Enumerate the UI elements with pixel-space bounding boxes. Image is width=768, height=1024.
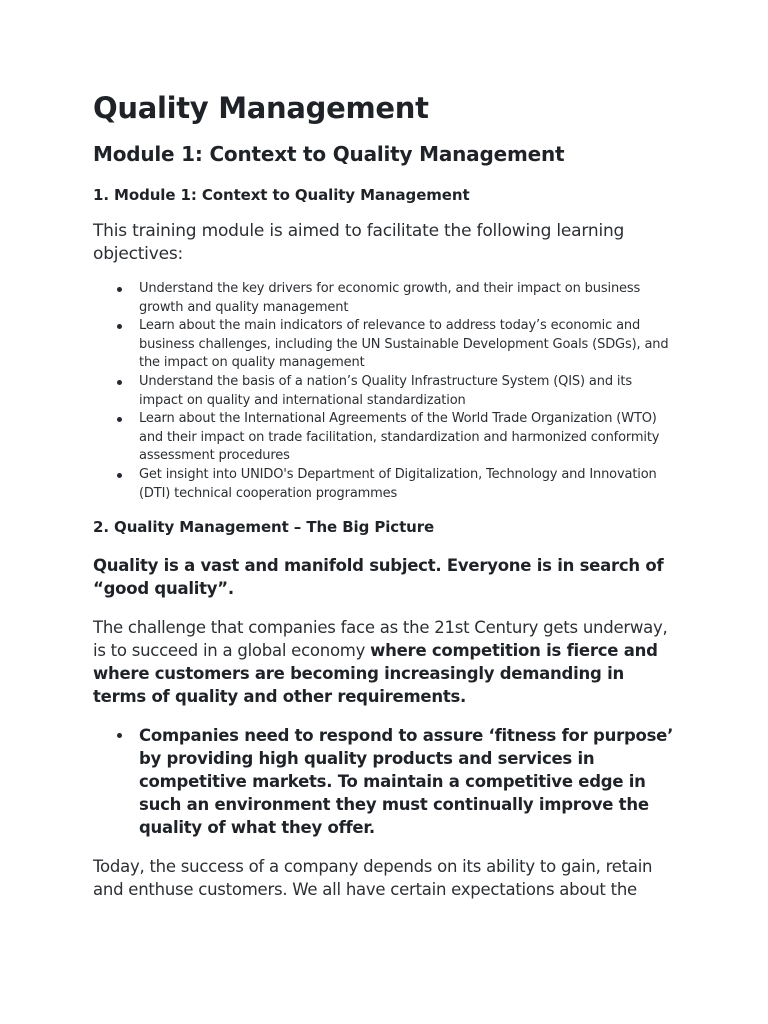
list-item: Understand the key drivers for economic growth, and their impact on business growth and quality management — [139, 280, 678, 317]
key-point-list — [93, 724, 678, 839]
quality-statement: Quality is a vast and manifold subject. Everyone is in search of “good quality”. — [93, 556, 664, 599]
challenge-paragraph — [93, 616, 678, 708]
list-item: Companies need to respond to assure ‘fitness for purpose’ by providing high quality products and services in competitive markets. To maintain a competitive edge in such an environment they must continually improve the quality of what they offer. — [139, 724, 678, 839]
list-item: Get insight into UNIDO's Department of Digitalization, Technology and Innovation (DTI) technical cooperation programmes — [139, 466, 678, 503]
document-page — [93, 88, 678, 901]
challenge-bold-text: where competition is fierce and where customers are becoming increasingly demanding in terms of quality and other requirements. — [93, 641, 658, 707]
objectives-list — [93, 280, 678, 503]
list-item: Learn about the main indicators of relevance to address today’s economic and business challenges, including the UN Sustainable Development Goals (SDGs), and the impact on quality management — [139, 317, 678, 373]
challenge-text: The challenge that companies face as the 21st Century gets underway, is to succeed in a global economy — [93, 618, 668, 661]
intro-paragraph: This training module is aimed to facilitate the following learning objectives: — [93, 221, 625, 264]
section-2-heading: 2. Quality Management – The Big Picture — [93, 518, 435, 537]
document-title: Quality Management — [93, 91, 429, 125]
list-item: Learn about the International Agreements of the World Trade Organization (WTO) and their impact on trade facilitation, standardization and harmonized conformity assessment procedures — [139, 410, 678, 466]
section-1-heading: 1. Module 1: Context to Quality Management — [93, 186, 470, 204]
module-heading: Module 1: Context to Quality Management — [93, 142, 565, 166]
list-item: Understand the basis of a nation’s Quality Infrastructure System (QIS) and its impact on quality and international standardization — [139, 373, 678, 410]
closing-paragraph: Today, the success of a company depends on its ability to gain, retain and enthuse customers. We all have certain expectations about the — [93, 857, 653, 900]
